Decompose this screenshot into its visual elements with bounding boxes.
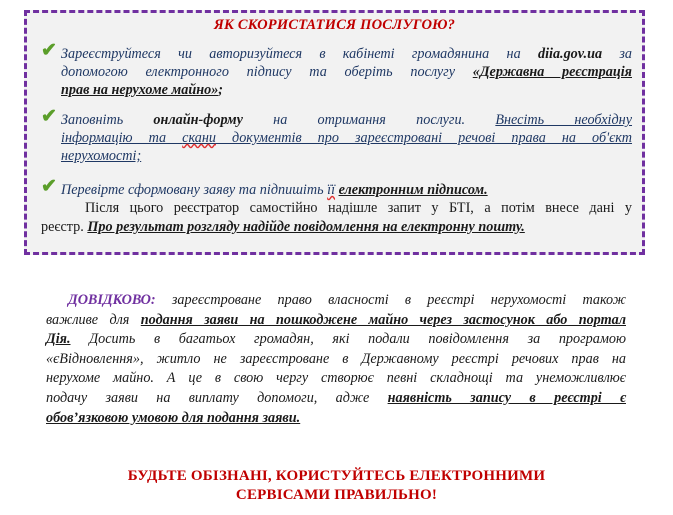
- step-3: ✔ Перевірте сформовану заяву та підпишіть її електронним підписом.: [41, 176, 488, 198]
- service-name: «Державна реєстрація: [472, 64, 632, 80]
- online-form: онлайн-форму: [153, 112, 243, 128]
- step-2: ✔ Заповніть онлайн-форму на отримання послуги. Внесіть необхідну інформацію та скани документів про зареєстровані речові права на об'єкт нерухомості;: [41, 106, 633, 164]
- howto-title: ЯК СКОРИСТАТИСЯ ПОСЛУГОЮ?: [213, 17, 456, 33]
- footer-notice: БУДЬТЕ ОБІЗНАНІ, КОРИСТУЙТЕСЬ ЕЛЕКТРОННИМИ СЕРВІСАМИ ПРАВИЛЬНО!: [127, 468, 546, 503]
- howto-box: [24, 10, 645, 255]
- info-paragraph: ДОВІДКОВО: зареєстроване право власності в реєстрі нерухомості також важливе для подання заяви на пошкоджене майно через застосунок або портал Дія. Досить в багатьох громадян, які подали повідомлення за програмою «єВідновлення», житло не зареєстроване в Державному реєстрі речових прав на нерухоме майно. А це в свою чергу створює певні складнощі та унеможливлює подачу заяви на виплату допомоги, адже наявність запису в реєстрі є обов’язковою умовою для подання заяви.: [46, 292, 626, 426]
- diia-link[interactable]: diia.gov.ua: [537, 46, 603, 62]
- info-lead: ДОВІДКОВО:: [68, 292, 156, 308]
- after-note: Після цього реєстратор самостійно надішле запит у БТІ, а потім внесе дані у реєстр. Про результат розгляду надійде повідомлення на електронну пошту.: [41, 200, 632, 235]
- e-signature: електронним підписом.: [338, 182, 488, 198]
- check-mark-icon: ✔: [41, 176, 57, 197]
- check-mark-icon: ✔: [41, 106, 57, 127]
- step-1: ✔ Зареєструйтеся чи авторизуйтеся в кабінеті громадянина на diia.gov.ua за допомогою електронного підпису та оберіть послугу «Державна реєстрація прав на нерухоме майно»;: [41, 40, 632, 98]
- check-mark-icon: ✔: [41, 40, 57, 61]
